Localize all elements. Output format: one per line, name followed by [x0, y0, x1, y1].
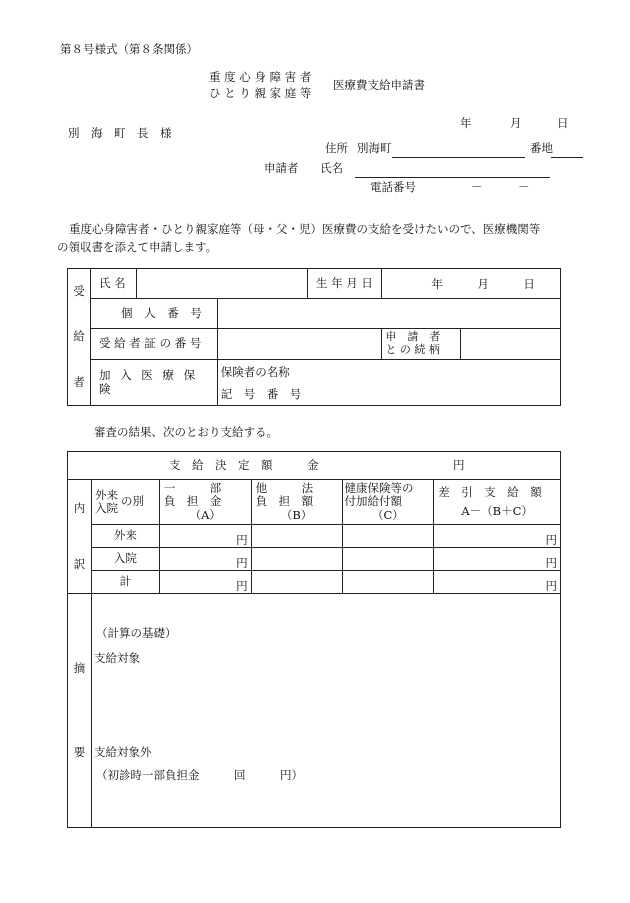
- table-row: [68, 548, 561, 571]
- title-line-1: 重 度 心 身 障 害 者: [209, 70, 312, 84]
- date-year: 年: [460, 116, 472, 130]
- address-label: 住所: [325, 141, 348, 155]
- insurer-name-label: 保険者の名称: [220, 364, 290, 379]
- outpatient-c[interactable]: [342, 525, 434, 548]
- decision-amount-unit: 円: [453, 457, 465, 472]
- symbol-number-label: 記 号 番 号: [220, 386, 302, 401]
- review-text: 審査の結果、次のとおり支給する。: [94, 425, 278, 439]
- total-d[interactable]: 円: [434, 571, 561, 594]
- row-label-total: 計: [91, 571, 159, 594]
- inpatient-c[interactable]: [342, 548, 434, 571]
- payment-table: [67, 451, 561, 828]
- col-b-header: 他 法 負 担 額 （B）: [251, 480, 342, 525]
- not-covered-label: 支給対象外: [93, 745, 152, 759]
- inpatient-a[interactable]: 円: [159, 548, 251, 571]
- outpatient-d[interactable]: 円: [434, 525, 561, 548]
- total-c[interactable]: [342, 571, 434, 594]
- addressee: 別 海 町 長 様: [68, 126, 172, 140]
- initial-visit-label: （初診時一部負担金 回 円）: [95, 768, 303, 782]
- phone-separator-2: －: [518, 180, 530, 194]
- applicant-label: 申請者: [264, 161, 299, 175]
- col-c-header: 健康保険等の 付加給付額 （C）: [342, 480, 434, 525]
- remarks-field[interactable]: [91, 594, 560, 828]
- recipient-group-label: 受 給 者: [68, 269, 91, 406]
- phone-separator-1: －: [471, 180, 483, 194]
- name-cell-label: 氏 名: [90, 269, 136, 299]
- birth-date-field[interactable]: 年 月 日: [382, 269, 561, 299]
- cert-number-field[interactable]: [217, 329, 382, 360]
- relation-label: 申 請 者 と の 続 柄: [382, 329, 461, 360]
- body-text-line-2: の領収書を添えて申請します。: [57, 240, 218, 254]
- covered-label: 支給対象: [93, 651, 140, 665]
- inpatient-d[interactable]: 円: [434, 548, 561, 571]
- inpatient-b[interactable]: [251, 548, 342, 571]
- table-row: [68, 525, 561, 548]
- total-b[interactable]: [251, 571, 342, 594]
- decision-amount-row: [68, 452, 561, 480]
- address-prefix: 別海町: [357, 141, 392, 155]
- col-d-header: 差 引 支 給 額 A－（B＋C）: [434, 480, 561, 525]
- insurance-label: 加 入 医 療 保 険: [90, 360, 217, 406]
- form-title: 医療費支給申請書: [333, 78, 425, 92]
- row-label-inpatient: 入院: [91, 548, 159, 571]
- remarks-label: 摘 要: [68, 594, 92, 828]
- calc-basis-label: （計算の基礎）: [95, 626, 177, 640]
- phone-label: 電話番号: [370, 180, 416, 194]
- cert-number-label: 受 給 者 証 の 番 号: [90, 329, 217, 360]
- total-a[interactable]: 円: [159, 571, 251, 594]
- address-suffix: 番地: [530, 141, 553, 155]
- decision-amount-label: 支 給 決 定 額 金: [169, 457, 319, 472]
- recipient-name-field[interactable]: [136, 269, 307, 299]
- title-line-2: ひ と り 親 家 庭 等: [209, 86, 312, 100]
- table-row: [68, 571, 561, 594]
- outpatient-a[interactable]: 円: [159, 525, 251, 548]
- body-text-line-1: 重度心身障害者・ひとり親家庭等（母・父・児）医療費の支給を受けたいので、医療機関等: [69, 222, 541, 236]
- address-field[interactable]: [392, 157, 525, 158]
- col-a-header: 一 部 負 担 金 （A）: [159, 480, 251, 525]
- recipient-table: [67, 268, 561, 406]
- applicant-name-field[interactable]: [355, 177, 550, 178]
- row-label-outpatient: 外来: [91, 525, 159, 548]
- id-number-field[interactable]: [217, 299, 560, 329]
- name-label: 氏名: [320, 161, 343, 175]
- relation-field[interactable]: [461, 329, 561, 360]
- date-day: 日: [557, 116, 569, 130]
- visit-type-header: 外来 入院 の別: [91, 480, 159, 525]
- date-month: 月: [510, 116, 522, 130]
- birth-date-label: 生 年 月 日: [307, 269, 382, 299]
- outpatient-b[interactable]: [251, 525, 342, 548]
- address-number-field[interactable]: [551, 157, 583, 158]
- form-number: 第８号様式（第８条関係）: [60, 42, 198, 56]
- breakdown-label: 内 訳: [68, 480, 92, 594]
- insurance-field[interactable]: [217, 360, 560, 406]
- id-number-label: 個 人 番 号: [90, 299, 217, 329]
